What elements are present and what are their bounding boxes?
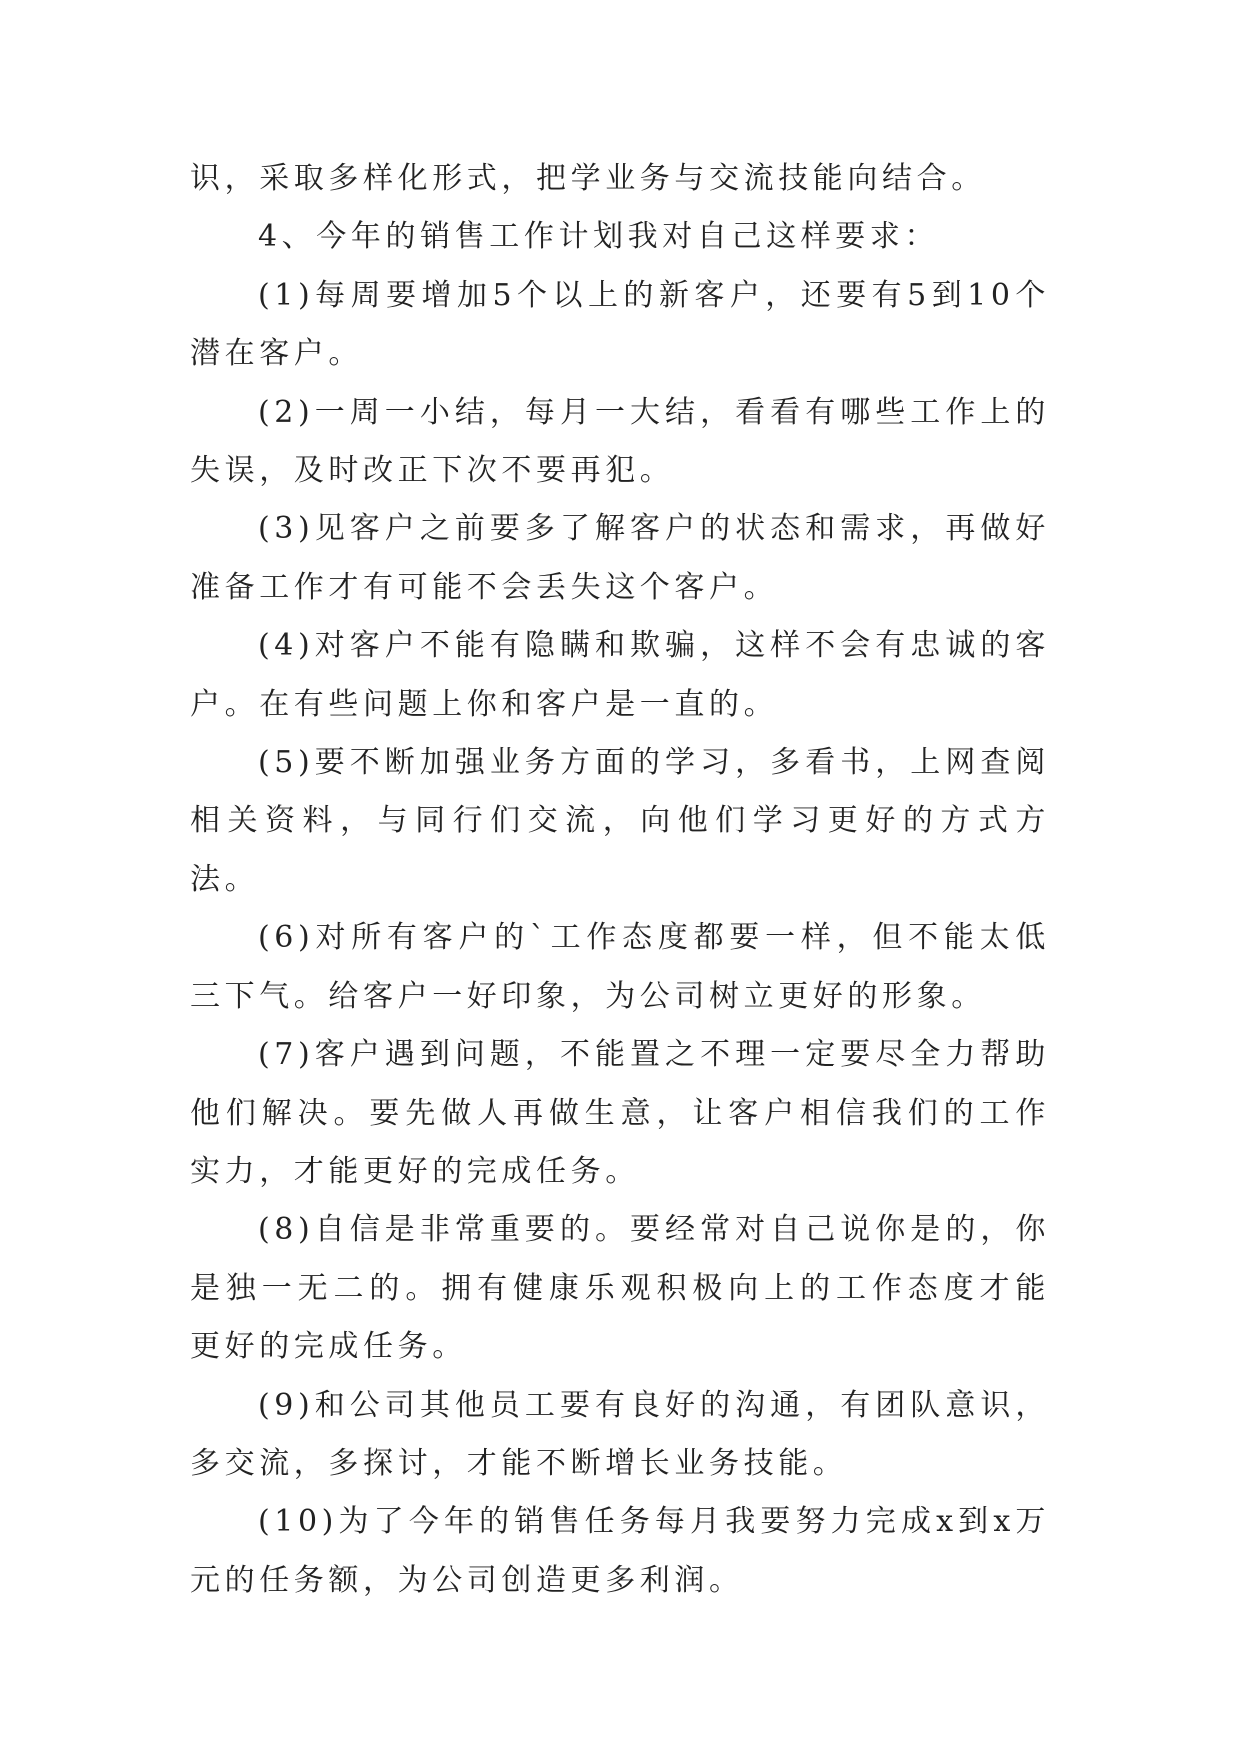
paragraph-continuation: 识，采取多样化形式，把学业务与交流技能向结合。 (190, 161, 986, 196)
list-item-8: (8)自信是非常重要的。要经常对自己说你是的，你是独一无二的。拥有健康乐观积极向上的工作态度才能更好的完成任务。 (190, 1212, 1050, 1365)
list-item-10: (10)为了今年的销售任务每月我要努力完成x到x万元的任务额，为公司创造更多利润。 (190, 1504, 1050, 1598)
document-page (190, 150, 1050, 1610)
list-item-9: (9)和公司其他员工要有良好的沟通，有团队意识，多交流，多探讨，才能不断增长业务技能。 (190, 1387, 1050, 1481)
paragraph-heading-4: 4、今年的销售工作计划我对自己这样要求： (258, 219, 940, 255)
list-item-7: (7)客户遇到问题，不能置之不理一定要尽全力帮助他们解决。要先做人再做生意，让客户相信我们的工作实力，才能更好的完成任务。 (190, 1037, 1050, 1189)
list-item-4: (4)对客户不能有隐瞒和欺骗，这样不会有忠诚的客户。在有些问题上你和客户是一直的。 (190, 628, 1050, 722)
list-item-5: (5)要不断加强业务方面的学习，多看书，上网查阅相关资料，与同行们交流，向他们学习更好的方式方法。 (190, 745, 1050, 897)
list-item-3: (3)见客户之前要多了解客户的状态和需求，再做好准备工作才有可能不会丢失这个客户。 (190, 511, 1050, 605)
list-item-6: (6)对所有客户的`工作态度都要一样，但不能太低三下气。给客户一好印象，为公司树立更好的形象。 (190, 920, 1050, 1014)
list-item-2: (2)一周一小结，每月一大结，看看有哪些工作上的失误，及时改正下次不要再犯。 (190, 394, 1050, 489)
list-item-1: (1)每周要增加5个以上的新客户，还要有5到10个潜在客户。 (190, 277, 1050, 372)
